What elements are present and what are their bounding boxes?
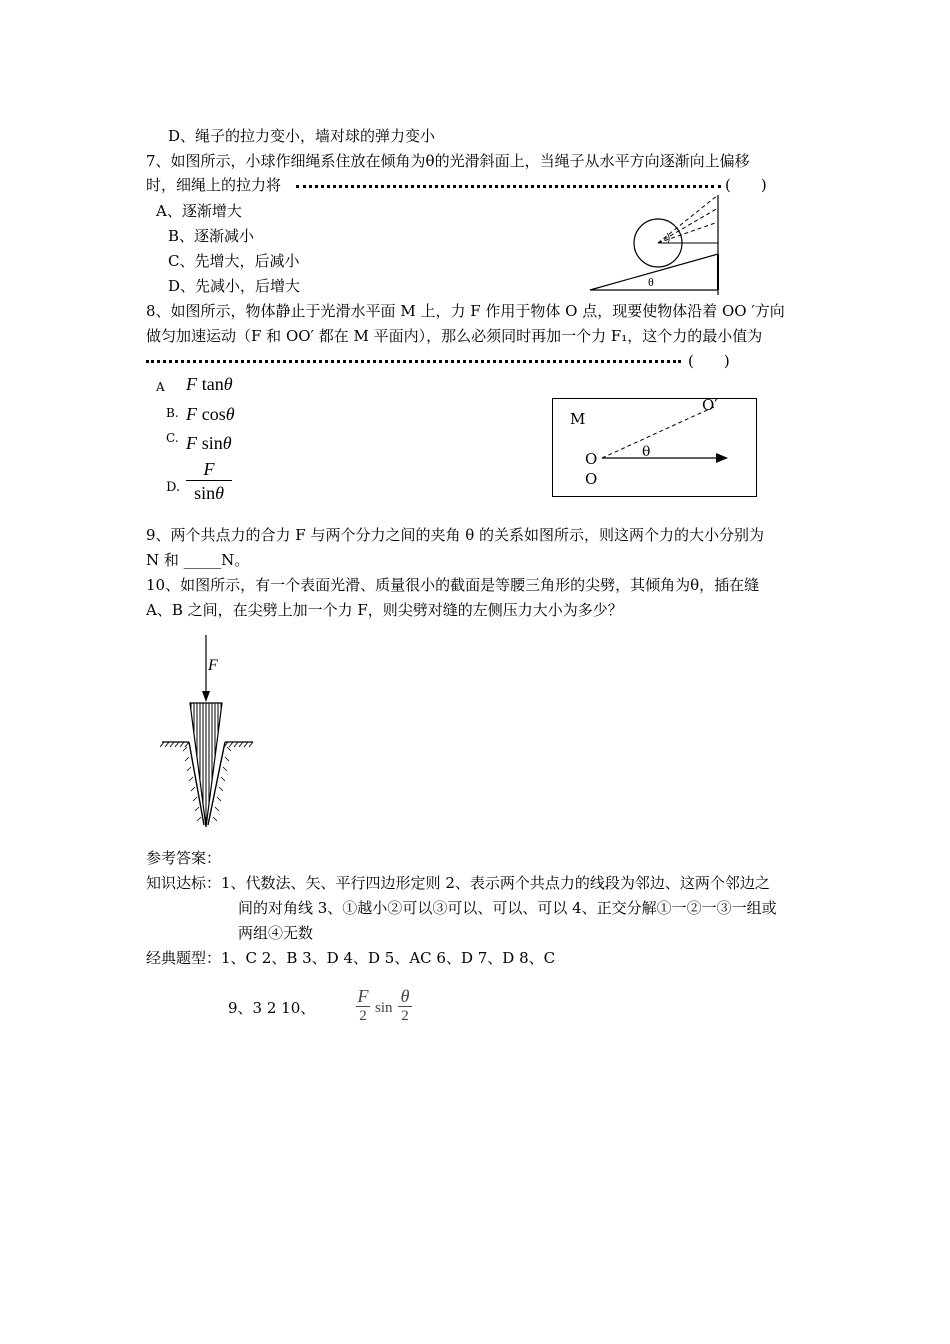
answers-classic-line1: 经典题型：1、C 2、B 3、D 4、D 5、AC 6、D 7、D 8、C [146, 949, 556, 967]
q9-stem-line2: N 和 _____N。 [146, 551, 250, 569]
q10-stem-line2: A、B 之间，在尖劈上加一个力 F，则尖劈对缝的左侧压力大小为多少？ [146, 601, 623, 619]
q7-dot-leader [296, 185, 721, 188]
q7-stem-line1: 7、如图所示，小球作细绳系住放在倾角为θ的光滑斜面上，当绳子从水平方向逐渐向上偏移 [146, 152, 750, 170]
q8-stem-line2: 做匀加速运动（F 和 OO′ 都在 M 平面内），那么必须同时再加一个力 F₁，这个力的最小值为 [146, 327, 763, 345]
q8-dot-leader [146, 360, 681, 363]
q7-option-c: C、先增大，后减小 [168, 252, 300, 270]
q8-label-o1: O [585, 450, 598, 468]
q7-option-b: B、逐渐减小 [168, 227, 255, 245]
q8-label-theta: θ [642, 444, 651, 460]
q7-answer-paren: ( ) [725, 176, 767, 194]
q8-answer-paren: ( ) [688, 352, 730, 370]
answers-knowledge-line1: 知识达标：1、代数法、矢、平行四边形定则 2、表示两个共点力的线段为邻边、这两个邻边之 [146, 874, 770, 892]
q9-stem-line1: 9、两个共点力的合力 F 与两个分力之间的夹角 θ 的关系如图所示，则这两个力的大小分别为 [146, 526, 765, 544]
q8-label-o-prime: O′ [702, 396, 718, 414]
q8-option-b-label: B. [166, 406, 179, 420]
q8-option-a: F tanθ [186, 374, 233, 394]
q8-label-o2: O [585, 470, 598, 488]
answers-heading: 参考答案： [146, 849, 222, 867]
answer10-fraction-theta: θ 2 [398, 987, 412, 1026]
answer10-sin: sin [375, 1000, 393, 1016]
q7-option-a: A、逐渐增大 [156, 202, 242, 220]
answers-classic-line2: 9、3 2 10、 [228, 999, 316, 1017]
q8-option-c-label: C. [166, 431, 179, 445]
q8-option-d-label: D. [166, 480, 181, 495]
answer10-fraction-f: F 2 [357, 986, 369, 1024]
q10-force-label: F [208, 657, 218, 674]
q10-stem-line1: 10、如图所示，有一个表面光滑、质量很小的截面是等腰三角形的尖劈，其倾角为θ，插在缝 [146, 576, 760, 594]
q7-theta-label: θ [648, 275, 654, 289]
q8-option-a-label: A [156, 380, 165, 394]
q8-option-b: F cosθ [186, 404, 235, 424]
q8-option-d-fraction: F sinθ [186, 458, 232, 507]
q7-option-d: D、先减小，后增大 [168, 277, 301, 295]
answers-knowledge-line2: 间的对角线 3、①越小②可以③可以、可以、可以 4、正交分解①一②一③一组或 [238, 899, 777, 917]
q7-stem-line2: 时，细绳上的拉力将 [146, 176, 282, 194]
q7-incline-figure [585, 195, 730, 300]
q8-option-c: F sinθ [186, 433, 232, 453]
q6-option-d: D、绳子的拉力变小，墙对球的弹力变小 [168, 127, 436, 145]
answers-knowledge-line3: 两组④无数 [238, 924, 314, 942]
q8-label-m: M [570, 410, 586, 428]
q8-stem-line1: 8、如图所示，物体静止于光滑水平面 M 上，力 F 作用于物体 O 点，现要使物体沿着 OO ′方向 [146, 302, 785, 320]
